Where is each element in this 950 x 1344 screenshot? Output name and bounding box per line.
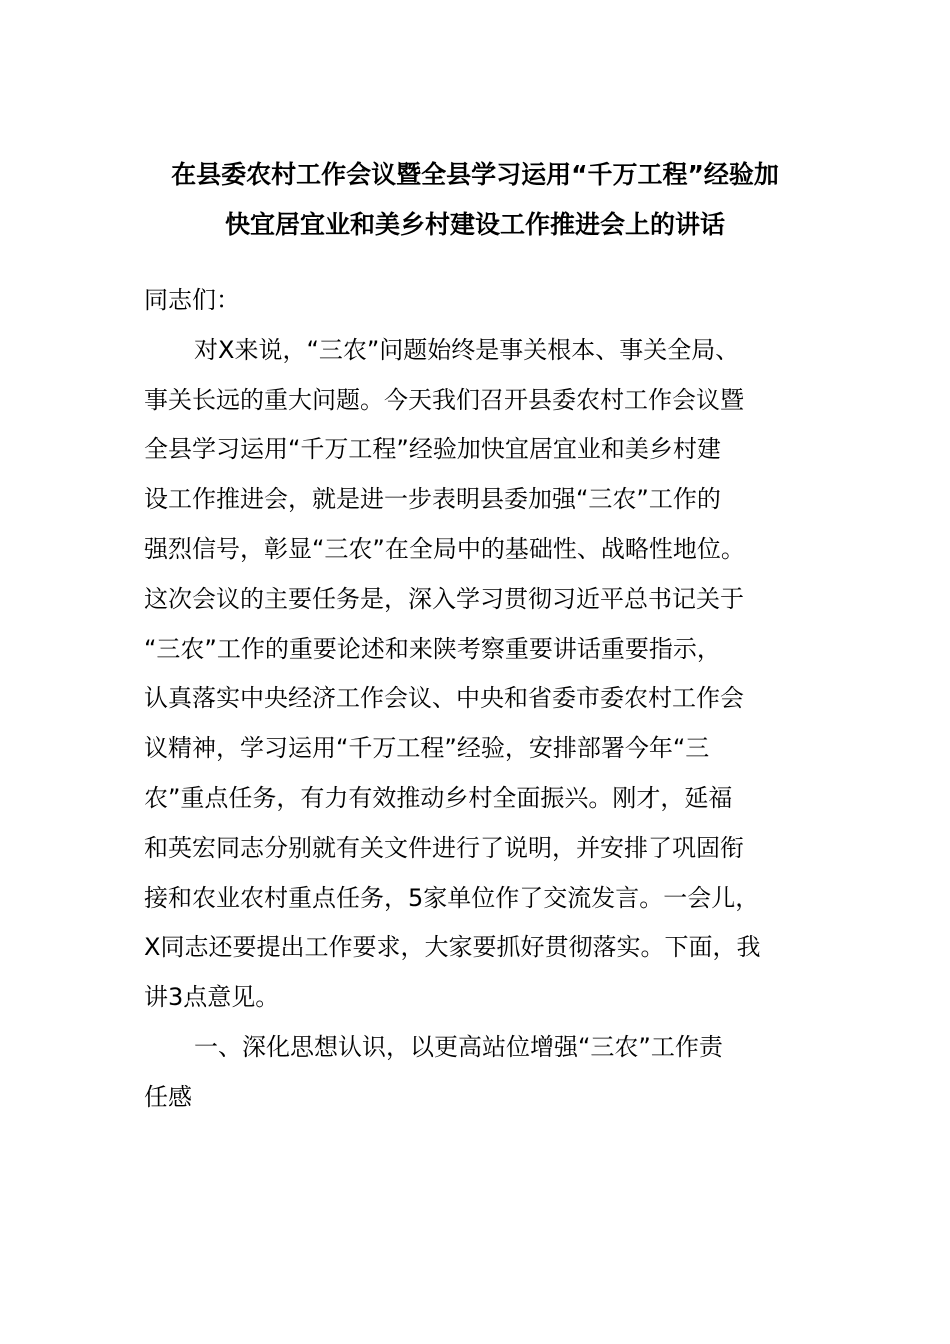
paragraph-line: 认真落实中央经济工作会议、中央和省委市委农村工作会 <box>144 684 744 713</box>
paragraph-line: 设工作推进会，就是进一步表明县委加强“三农”工作的 <box>144 485 721 514</box>
paragraph-line: 强烈信号，彰显“三农”在全局中的基础性、战略性地位。 <box>144 534 745 563</box>
paragraph-line: “三农”工作的重要论述和来陕考察重要讲话重要指示， <box>144 634 721 663</box>
paragraph-1 <box>144 326 814 1023</box>
paragraph-line: X同志还要提出工作要求，大家要抓好贯彻落实。下面，我 <box>144 933 761 962</box>
paragraph-line: 对X来说，“三农”问题始终是事关根本、事关全局、 <box>194 335 740 364</box>
paragraph-line: 这次会议的主要任务是，深入学习贯彻习近平总书记关于 <box>144 584 744 613</box>
paragraph-line: 事关长远的重大问题。今天我们召开县委农村工作会议暨 <box>144 385 744 414</box>
paragraph-line: 议精神，学习运用“千万工程”经验，安排部署今年“三 <box>144 734 710 763</box>
heading-line: 任感 <box>144 1082 192 1111</box>
paragraph-line: 接和农业农村重点任务，5家单位作了交流发言。一会儿， <box>144 883 760 912</box>
document-body <box>144 276 814 1123</box>
paragraph-line: 全县学习运用“千万工程”经验加快宜居宜业和美乡村建 <box>144 435 721 464</box>
title-line-1: 在县委农村工作会议暨全县学习运用“千万工程”经验加 <box>171 160 779 189</box>
title-line-2: 快宜居宜业和美乡村建设工作推进会上的讲话 <box>224 210 725 239</box>
paragraph-line: 和英宏同志分别就有关文件进行了说明，并安排了巩固衔 <box>144 833 744 862</box>
paragraph-line: 讲3点意见。 <box>144 983 280 1012</box>
section-heading-1 <box>144 1023 814 1123</box>
salutation: 同志们： <box>144 286 240 314</box>
document-title <box>140 150 810 250</box>
heading-line: 一、深化思想认识，以更高站位增强“三农”工作责 <box>194 1032 723 1061</box>
paragraph-line: 农”重点任务，有力有效推动乡村全面振兴。刚才，延福 <box>144 783 733 812</box>
